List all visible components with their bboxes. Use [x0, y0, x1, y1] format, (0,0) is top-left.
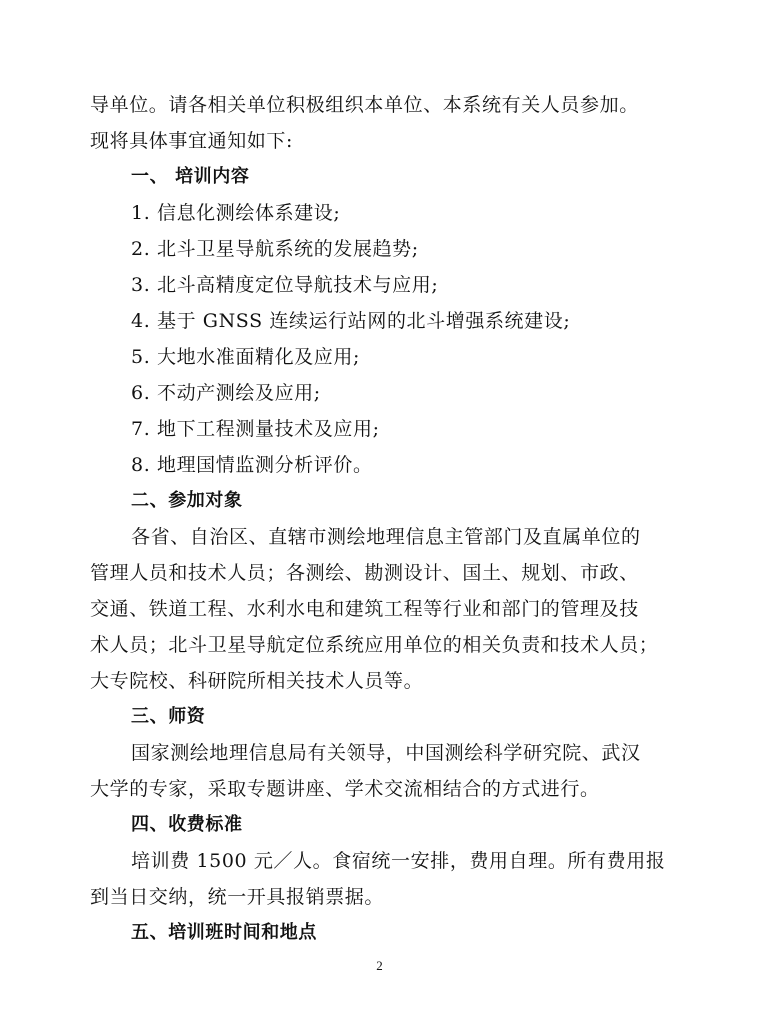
list-item: 6. 不动产测绘及应用;	[131, 382, 321, 404]
paragraph-line: 国家测绘地理信息局有关领导，中国测绘科学研究院、武汉	[131, 742, 641, 764]
section-heading-training-content: 一、 培训内容	[131, 166, 250, 187]
paragraph-line: 培训费 1500 元／人。食宿统一安排，费用自理。所有费用报	[131, 850, 666, 872]
paragraph-line: 大学的专家，采取专题讲座、学术交流相结合的方式进行。	[90, 778, 600, 800]
list-item: 5. 大地水准面精化及应用;	[131, 346, 360, 368]
list-item: 2. 北斗卫星导航系统的发展趋势;	[131, 238, 419, 260]
list-item: 8. 地理国情监测分析评价。	[131, 454, 373, 476]
paragraph-line: 术人员；北斗卫星导航定位系统应用单位的相关负责和技术人员；	[90, 634, 659, 656]
list-item: 4. 基于 GNSS 连续运行站网的北斗增强系统建设;	[131, 310, 571, 332]
paragraph-line: 大专院校、科研院所相关技术人员等。	[90, 670, 424, 692]
paragraph-line: 各省、自治区、直辖市测绘地理信息主管部门及直属单位的	[131, 526, 641, 548]
paragraph-line: 到当日交纳，统一开具报销票据。	[90, 886, 385, 908]
page-number: 2	[376, 958, 383, 973]
paragraph-line: 管理人员和技术人员；各测绘、勘测设计、国土、规划、市政、	[90, 562, 639, 584]
paragraph-line: 导单位。请各相关单位积极组织本单位、本系统有关人员参加。	[90, 94, 639, 116]
list-item: 1. 信息化测绘体系建设;	[131, 202, 341, 224]
section-heading-fees: 四、收费标准	[131, 814, 243, 835]
list-item: 7. 地下工程测量技术及应用;	[131, 418, 380, 440]
section-heading-time-and-place: 五、培训班时间和地点	[131, 922, 317, 943]
section-heading-faculty: 三、师资	[131, 706, 206, 727]
paragraph-line: 交通、铁道工程、水利水电和建筑工程等行业和部门的管理及技	[90, 598, 639, 620]
list-item: 3. 北斗高精度定位导航技术与应用;	[131, 274, 439, 296]
paragraph-line: 现将具体事宜通知如下:	[90, 130, 294, 152]
section-heading-participants: 二、参加对象	[131, 490, 243, 511]
